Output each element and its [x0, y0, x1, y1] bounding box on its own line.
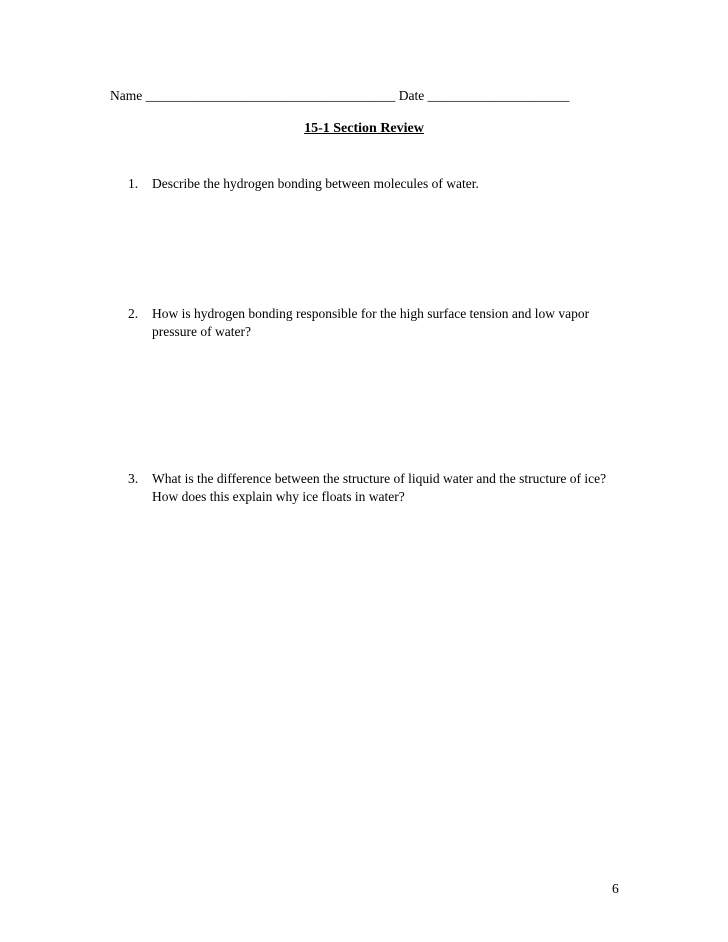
question-3 [128, 470, 628, 506]
question-number: 2. [128, 306, 139, 321]
name-blank: _____________________________________ [145, 88, 399, 103]
date-label: Date [398, 88, 428, 103]
question-text: Describe the hydrogen bonding between molecules of water. [152, 176, 479, 191]
question-2 [128, 305, 628, 341]
date-blank: _____________________ [427, 88, 570, 103]
question-text: What is the difference between the structure of liquid water and the structure of ice? How does this explain why ice floats in water? [152, 471, 607, 504]
question-1 [128, 175, 628, 193]
section-title: 15-1 Section Review [304, 121, 424, 136]
name-label: Name [110, 88, 146, 103]
page-number: 6 [612, 881, 619, 896]
name-date-line [110, 88, 620, 104]
question-text: How is hydrogen bonding responsible for the high surface tension and low vapor pressure of water? [152, 306, 590, 339]
question-number: 3. [128, 471, 139, 486]
question-number: 1. [128, 176, 139, 191]
